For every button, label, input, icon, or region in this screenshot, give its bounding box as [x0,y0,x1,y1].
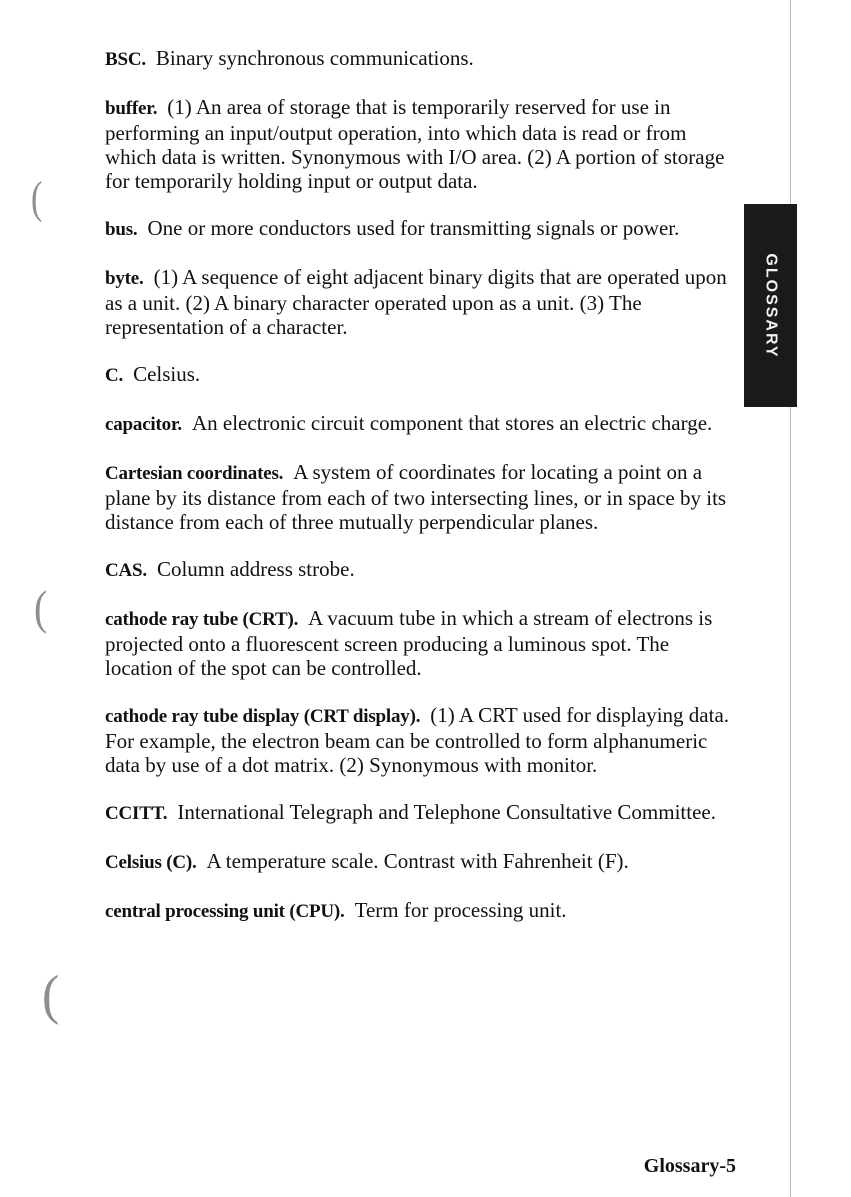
glossary-definition: A temperature scale. Contrast with Fahrenheit (F). [206,849,629,873]
glossary-term: cathode ray tube (CRT). [105,609,299,630]
glossary-entry-buffer [105,95,735,193]
glossary-entry-bus [105,216,735,242]
binder-hole-mark: ( [42,965,60,1026]
glossary-entry-c [105,362,735,388]
glossary-entry-byte [105,265,735,339]
glossary-entry-cas [105,557,735,583]
glossary-entry-ccitt [105,800,735,826]
glossary-entry-celsius [105,849,735,875]
glossary-definition: A vacuum tube in which a stream of electrons is projected onto a fluorescent screen producing a luminous spot. The location of the spot can be controlled. [105,606,713,680]
glossary-term: capacitor. [105,414,182,435]
glossary-term: Celsius (C). [105,852,197,873]
page-edge-rule [790,0,791,1197]
glossary-entry-cartesian-coordinates [105,460,735,534]
glossary-term: CAS. [105,560,147,581]
glossary-definition: Celsius. [133,362,201,386]
glossary-entry-crt-display [105,703,735,777]
glossary-term: bus. [105,219,138,240]
section-tab-label: GLOSSARY [762,252,780,359]
binder-hole-mark: ( [31,173,43,224]
glossary-term: BSC. [105,49,146,70]
glossary-entry-cpu [105,898,735,924]
glossary-term: cathode ray tube display (CRT display). [105,706,421,727]
glossary-definition: (1) A sequence of eight adjacent binary digits that are operated upon as a unit. (2) A binary character operated upon as a unit. (3) The representation of a character. [105,265,727,339]
glossary-definition: Column address strobe. [156,557,355,581]
glossary-definition: One or more conductors used for transmitting signals or power. [147,216,680,240]
binder-hole-mark: ( [34,580,48,635]
glossary-definition: Term for processing unit. [354,898,567,922]
glossary-term: byte. [105,268,144,289]
glossary-term: Cartesian coordinates. [105,463,284,484]
glossary-definition: Binary synchronous communications. [155,46,474,70]
glossary-definition: International Telegraph and Telephone Consultative Committee. [177,800,716,824]
glossary-term: buffer. [105,98,158,119]
glossary-section-tab [744,204,797,407]
glossary-definition: An electronic circuit component that stores an electric charge. [191,411,713,435]
glossary-definition: A system of coordinates for locating a point on a plane by its distance from each of two intersecting lines, or in space by its distance from each of three mutually perpendicular planes. [105,460,727,534]
glossary-entry-bsc [105,46,735,72]
glossary-term: C. [105,365,124,386]
glossary-entry-capacitor [105,411,735,437]
glossary-definition: (1) A CRT used for displaying data. For example, the electron beam can be controlled to form alphanumeric data by use of a dot matrix. (2) Synonymous with monitor. [105,703,730,777]
glossary-entry-crt [105,606,735,680]
glossary-term: CCITT. [105,803,168,824]
page-number: Glossary-5 [643,1155,736,1177]
glossary-entry-list [105,46,735,947]
glossary-definition: (1) An area of storage that is temporarily reserved for use in performing an input/output operation, into which data is read or from which data is written. Synonymous with I/O area. (2) A portion of storage for temporarily holding input or output data. [105,95,725,193]
glossary-term: central processing unit (CPU). [105,901,345,922]
